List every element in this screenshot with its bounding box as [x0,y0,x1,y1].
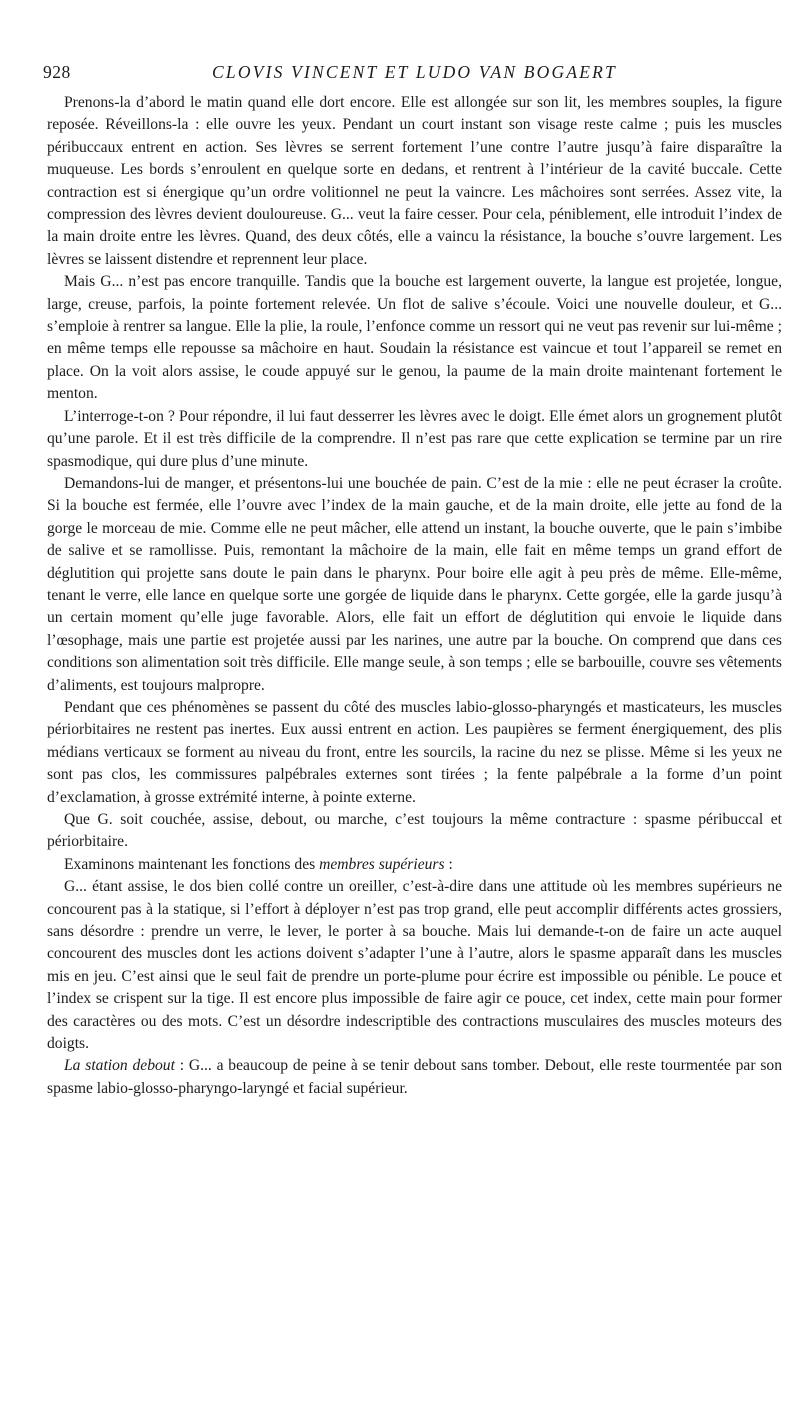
body-text [47,92,782,1100]
paragraph-prefix: Examinons maintenant les fonctions des [64,855,320,873]
emphasis-membres-superieurs: membres supérieurs [319,855,445,873]
paragraph-periorbital: Pendant que ces phénomènes se passent du côté des muscles labio-glosso-pharyngés et masticateurs, les muscles périorbitaires ne restent pas inertes. Eux aussi entrent en action. Les paupières se ferment énergiquement, des plis médians verticaux se forment au niveau du front, entre les sourcils, la racine du nez se plisse. Même si les yeux ne sont pas clos, les commissures palpébrales externes sont tirées ; la fente palpébrale a la forme d’un point d’exclamation, à grosse extrémité interne, à pointe externe. [47,698,782,806]
paragraph-speech: L’interroge-t-on ? Pour répondre, il lui faut desserrer les lèvres avec le doigt. Elle émet alors un grognement plutôt qu’une parole. Et il est très difficile de la comprendre. Il n’est pas rare que cette explication se termine par un rire spasmodique, qui dure plus d’une minute. [47,407,782,470]
emphasis-station-debout: La station debout [64,1057,175,1075]
running-header [43,62,782,92]
paragraph-contracture: Que G. soit couchée, assise, debout, ou marche, c’est toujours la même contracture : spasme péribuccal et périorbitaire. [47,811,782,851]
page-number: 928 [43,62,71,82]
paragraph-suffix: : G... a beaucoup de peine à se tenir debout sans tomber. Debout, elle reste tourmentée par son spasme labio-glosso-pharyngo-laryngé et facial supérieur. [47,1057,782,1097]
paragraph-standing [47,1055,782,1100]
paragraph-upper-limbs: G... étant assise, le dos bien collé contre un oreiller, c’est-à-dire dans une attitude où les membres supérieurs ne concourent pas à la statique, si l’effort à déployer n’est pas trop grand, elle peut accomplir différents actes grossiers, sans désordre : prendre un verre, le lever, le porter à sa bouche. Mais lui demande-t-on de faire un acte auquel concourent des muscles dont les actions doivent s’adapter l’une à l’autre, alors le spasme apparaît dans les muscles mis en jeu. C’est ainsi que le seul fait de prendre un porte-plume pour écrire est impossible ou pénible. Le pouce et l’index se crispent sur la tige. Il est encore plus impossible de faire agir ce pouce, cet index, cette main pour former des caractères ou des mots. C’est un désordre indescriptible des contractions musculaires des muscles moteurs des doigts. [47,878,782,1053]
paragraph-tongue: Mais G... n’est pas encore tranquille. Tandis que la bouche est largement ouverte, la langue est projetée, longue, large, creuse, parfois, la pointe fortement relevée. Un flot de salive s’écoule. Voici une nouvelle douleur, et G... s’emploie à rentrer sa langue. Elle la plie, la roule, l’enfonce comme un ressort qui ne veut pas revenir sur lui-même ; en même temps elle repousse sa mâchoire en haut. Soudain la résistance est vaincue et tout l’appareil se remet en place. On la voit alors assise, le coude appuyé sur le genou, la paume de la main droite maintenant fortement le menton. [47,273,782,403]
paragraph-suffix: : [444,855,453,873]
running-title: CLOVIS VINCENT ET LUDO VAN BOGAERT [212,62,617,82]
paragraph-waking: Prenons-la d’abord le matin quand elle dort encore. Elle est allongée sur son lit, les membres souples, la figure reposée. Réveillons-la : elle ouvre les yeux. Pendant un court instant son visage reste calme ; puis les muscles péribuccaux entrent en action. Ses lèvres se serrent fortement l’une contre l’autre jusqu’à faire disparaître la muqueuse. Les bords s’enroulent en quelque sorte en dedans, et rentrent à l’intérieur de la cavité buccale. Cette contraction est si énergique qu’un ordre volitionnel ne peut la vaincre. Les mâchoires sont serrées. Assez vite, la compression des lèvres devient douloureuse. G... veut la faire cesser. Pour cela, péniblement, elle introduit l’index de la main droite entre les lèvres. Quand, des deux côtés, elle a vaincu la résistance, la bouche s’ouvre largement. Les lèvres se laissent distendre et reprennent leur place. [47,94,782,268]
paragraph-upper-limbs-intro [47,854,782,876]
book-page [43,62,782,1100]
paragraph-eating: Demandons-lui de manger, et présentons-lui une bouchée de pain. C’est de la mie : elle ne peut écraser la croûte. Si la bouche est fermée, elle l’ouvre avec l’index de la main gauche, et de la main droite, elle jette au fond de la gorge le morceau de mie. Comme elle ne peut mâcher, elle attend un instant, la bouche ouverte, que le pain s’imbibe de salive et se ramollisse. Puis, remontant la mâchoire de la main, elle fait en même temps un grand effort de déglutition qui projette sans doute le pain dans le pharynx. Pour boire elle agit à peu près de même. Elle-même, tenant le verre, elle lance en quelque sorte une gorgée de liquide dans le pharynx. Cette gorgée, elle la garde jusqu’à un certain moment qu’elle juge favorable. Alors, elle fait un effort de déglutition qui envoie le liquide dans l’œsophage, mais une partie est projetée aussi par les narines, une autre par la bouche. On comprend que dans ces conditions son alimentation soit très difficile. Elle mange seule, à son temps ; elle se barbouille, couvre ses vêtements d’aliments, est toujours malpropre. [47,474,782,694]
